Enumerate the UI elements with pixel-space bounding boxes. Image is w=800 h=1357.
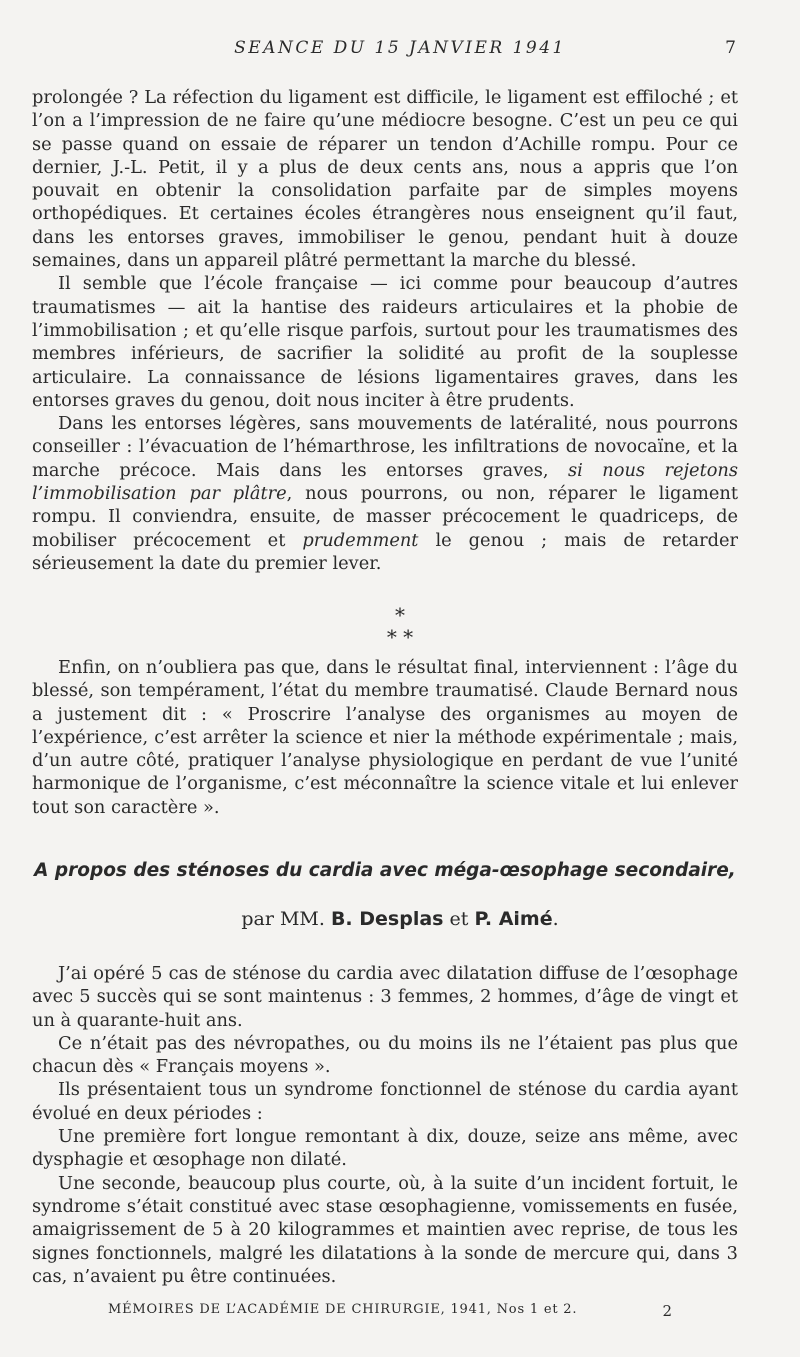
paragraph: [32, 1078, 738, 1125]
byline: [0, 908, 800, 930]
emphasis-run: prudemment: [302, 529, 419, 551]
text-run: Dans les entorses légères, sans mouvements de latéralité, nous pourrons conseiller : l’évacuation de l’hémarthrose, les infiltrations de novocaïne, et la marche précoce. Mais dans les entorses graves,: [32, 413, 738, 481]
text-run: Ils présentaient tous un syndrome fonctionnel de sténose du cardia ayant évolué en deux périodes :: [32, 1079, 738, 1124]
text-run: Une première fort longue remontant à dix, douze, seize ans même, avec dysphagie et œsophage non dilaté.: [32, 1126, 738, 1171]
separator-bottom: * *: [386, 625, 414, 649]
article-title: A propos des sténoses du cardia avec méga-œsophage secondaire,: [34, 860, 736, 881]
text-run: J’ai opéré 5 cas de sténose du cardia avec dilatation diffuse de l’œsophage avec 5 succès qui se sont maintenus : 3 femmes, 2 hommes, d’âge de vingt et un à quarante-huit ans.: [32, 963, 738, 1031]
text-run: Une seconde, beaucoup plus courte, où, à la suite d’un incident fortuit, le syndrome s’était constitué avec stase œsophagienne, vomissements en fusée, amaigrissement de 5 à 20 kilogrammes et maintien avec reprise, de tous les signes fonctionnels, malgré les dilatations à la sonde de mercure qui, dans 3 cas, n’avaient pu être continuées.: [32, 1172, 738, 1287]
section-1: [32, 86, 738, 575]
separator-top: *: [395, 603, 405, 627]
paragraph: [32, 86, 738, 272]
paragraph: [32, 1032, 738, 1079]
section-3: [32, 962, 738, 1288]
page-footer: [0, 1302, 800, 1326]
byline-joiner: et: [443, 908, 475, 930]
paragraph: [32, 962, 738, 1032]
paragraph: [32, 412, 738, 575]
section-2: [32, 656, 738, 819]
text-run: le genou ; mais de retarder sérieusement la date du premier lever.: [32, 529, 738, 574]
page-number: 7: [725, 38, 736, 58]
signature-mark: 2: [662, 1302, 672, 1320]
running-head: SEANCE DU 15 JANVIER 1941: [234, 38, 566, 58]
text-run: , nous pourrons, ou non, réparer le ligament rompu. Il conviendra, ensuite, de masser précocement le quadriceps, de mobiliser précocement et: [32, 483, 738, 551]
author-1: B. Desplas: [330, 908, 444, 930]
text-run: prolongée ? La réfection du ligament est difficile, le ligament est effiloché ; et l’on a l’impression de ne faire qu’une médiocre besogne. C’est un peu ce qui se passe quand on essaie de réparer un tendon d’Achille rompu. Pour ce dernier, J.-L. Petit, il y a plus de deux cents ans, nous a appris que l’on pouvait en obtenir la consolidation parfaite par de simples moyens orthopédiques. Et certaines écoles étrangères nous enseignent qu’il faut, dans les entorses graves, immobiliser le genou, pendant huit à douze semaines, dans un appareil plâtré permettant la marche du blessé.: [32, 87, 738, 272]
paragraph: [32, 1172, 738, 1288]
byline-prefix: par MM.: [241, 908, 331, 930]
text-run: Ce n’était pas des névropathes, ou du moins ils ne l’étaient pas plus que chacun dès « Français moyens ».: [32, 1032, 738, 1078]
journal-citation: MÉMOIRES DE L’ACADÉMIE DE CHIRURGIE, 1941, Nos 1 et 2.: [108, 1302, 578, 1317]
emphasis-run: si nous rejetons l’immobilisation par plâtre: [32, 459, 738, 505]
paragraph: [32, 656, 738, 819]
paragraph: [32, 272, 738, 412]
text-run: Il semble que l’école française — ici comme pour beaucoup d’autres traumatismes — ait la hantise des raideurs articulaires et la phobie de l’immobilisation ; et qu’elle risque parfois, surtout pour les traumatismes des membres inférieurs, de sacrifier la solidité au profit de la souplesse articulaire. La connaissance de lésions ligamentaires graves, dans les entorses graves du genou, doit nous inciter à être prudents.: [32, 273, 738, 411]
page-header: [0, 38, 800, 68]
paragraph: [32, 1125, 738, 1172]
byline-suffix: .: [552, 908, 559, 930]
text-run: Enfin, on n’oubliera pas que, dans le résultat final, interviennent : l’âge du blessé, son tempérament, l’état du membre traumatisé. Claude Bernard nous a justement dit : « Proscrire l’analyse des organismes au moyen de l’expérience, c’est arrêter la science et nier la méthode expérimentale ; mais, d’un autre côté, pratiquer l’analyse physiologique en perdant de vue l’unité harmonique de l’organisme, c’est méconnaître la science vitale et lui enlever tout son caractère ».: [32, 657, 738, 818]
author-2: P. Aimé: [474, 908, 553, 930]
